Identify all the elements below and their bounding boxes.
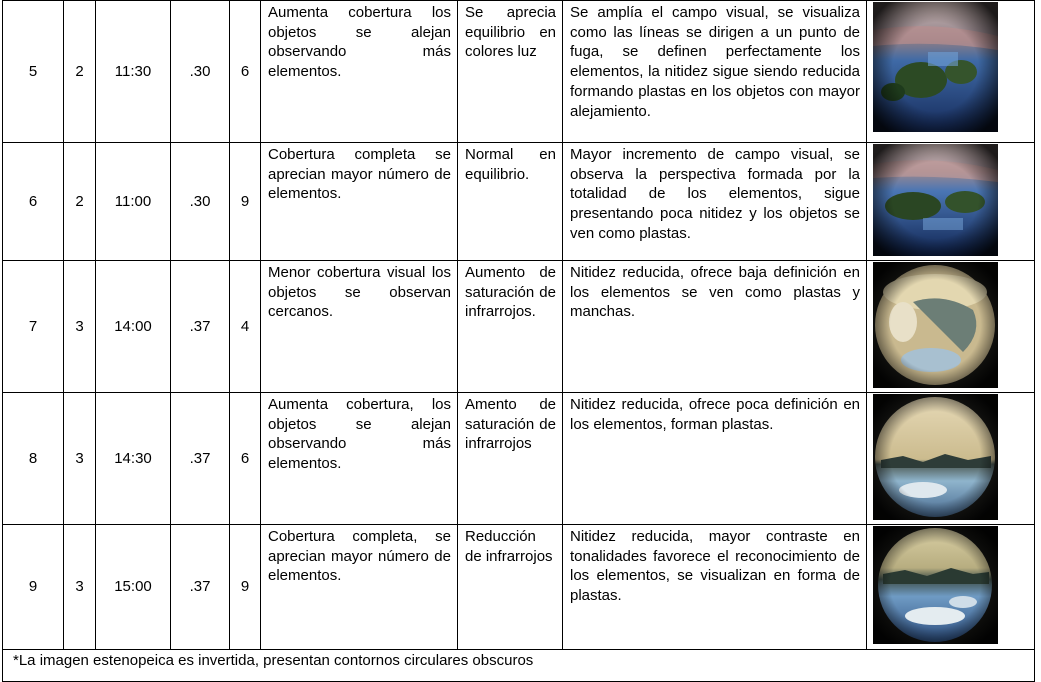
aperture-cell: .30 — [171, 1, 230, 143]
distance-cell: 6 — [230, 1, 261, 143]
color-cell: Amento de saturación de infrarrojos — [458, 393, 563, 525]
description-cell: Nitidez reducida, ofrece baja definición en los elementos se ven como plastas y manchas. — [563, 261, 867, 393]
row-number: 5 — [3, 1, 64, 143]
coverage-cell: Cobertura completa, se aprecian mayor número de elementos. — [261, 525, 458, 650]
row-number: 7 — [3, 261, 64, 393]
distance-cell: 4 — [230, 261, 261, 393]
row-number: 9 — [3, 525, 64, 650]
aperture-cell: .37 — [171, 261, 230, 393]
pinhole-photo-thumbnail — [873, 144, 998, 256]
table-row — [3, 261, 1035, 393]
coverage-cell: Cobertura completa se aprecian mayor número de elementos. — [261, 143, 458, 261]
time-cell: 15:00 — [96, 525, 171, 650]
time-cell: 14:30 — [96, 393, 171, 525]
group-cell: 3 — [64, 525, 96, 650]
coverage-cell: Aumenta cobertura, los objetos se alejan observando más elementos. — [261, 393, 458, 525]
aperture-cell: .37 — [171, 393, 230, 525]
table-row — [3, 525, 1035, 650]
row-number: 6 — [3, 143, 64, 261]
group-cell: 3 — [64, 261, 96, 393]
pinhole-photo-thumbnail — [873, 394, 998, 520]
aperture-cell: .37 — [171, 525, 230, 650]
description-cell: Nitidez reducida, mayor contraste en tonalidades favorece el reconocimiento de los elementos, se visualizan en forma de plastas. — [563, 525, 867, 650]
color-cell: Aumento de saturación de infrarrojos. — [458, 261, 563, 393]
table-row — [3, 143, 1035, 261]
table-row — [3, 1, 1035, 143]
group-cell: 3 — [64, 393, 96, 525]
time-cell: 14:00 — [96, 261, 171, 393]
pinhole-photo-thumbnail — [873, 262, 998, 388]
time-cell: 11:30 — [96, 1, 171, 143]
pinhole-photo-thumbnail — [873, 2, 998, 132]
time-cell: 11:00 — [96, 143, 171, 261]
group-cell: 2 — [64, 1, 96, 143]
results-table — [2, 0, 1035, 682]
footnote-row — [3, 650, 1035, 682]
description-cell: Se amplía el campo visual, se visualiza como las líneas se dirigen a un punto de fuga, se definen perfectamente los elementos, la nitidez sigue siendo reducida formando plastas en los objetos con mayor alejamiento. — [563, 1, 867, 143]
aperture-cell: .30 — [171, 143, 230, 261]
description-cell: Mayor incremento de campo visual, se observa la perspectiva formada por la totalidad de los elementos, sigue presentando poca nitidez y los objetos se ven como plastas. — [563, 143, 867, 261]
color-cell: Reducción de infrarrojos — [458, 525, 563, 650]
coverage-cell: Aumenta cobertura los objetos se alejan observando más elementos. — [261, 1, 458, 143]
description-cell: Nitidez reducida, ofrece poca definición en los elementos, forman plastas. — [563, 393, 867, 525]
distance-cell: 6 — [230, 393, 261, 525]
coverage-cell: Menor cobertura visual los objetos se observan cercanos. — [261, 261, 458, 393]
color-cell: Se aprecia equilibrio en colores luz — [458, 1, 563, 143]
distance-cell: 9 — [230, 525, 261, 650]
footnote: *La imagen estenopeica es invertida, presentan contornos circulares obscuros — [3, 650, 1035, 682]
group-cell: 2 — [64, 143, 96, 261]
pinhole-photo-thumbnail — [873, 526, 998, 644]
distance-cell: 9 — [230, 143, 261, 261]
table-row — [3, 393, 1035, 525]
row-number: 8 — [3, 393, 64, 525]
color-cell: Normal en equilibrio. — [458, 143, 563, 261]
